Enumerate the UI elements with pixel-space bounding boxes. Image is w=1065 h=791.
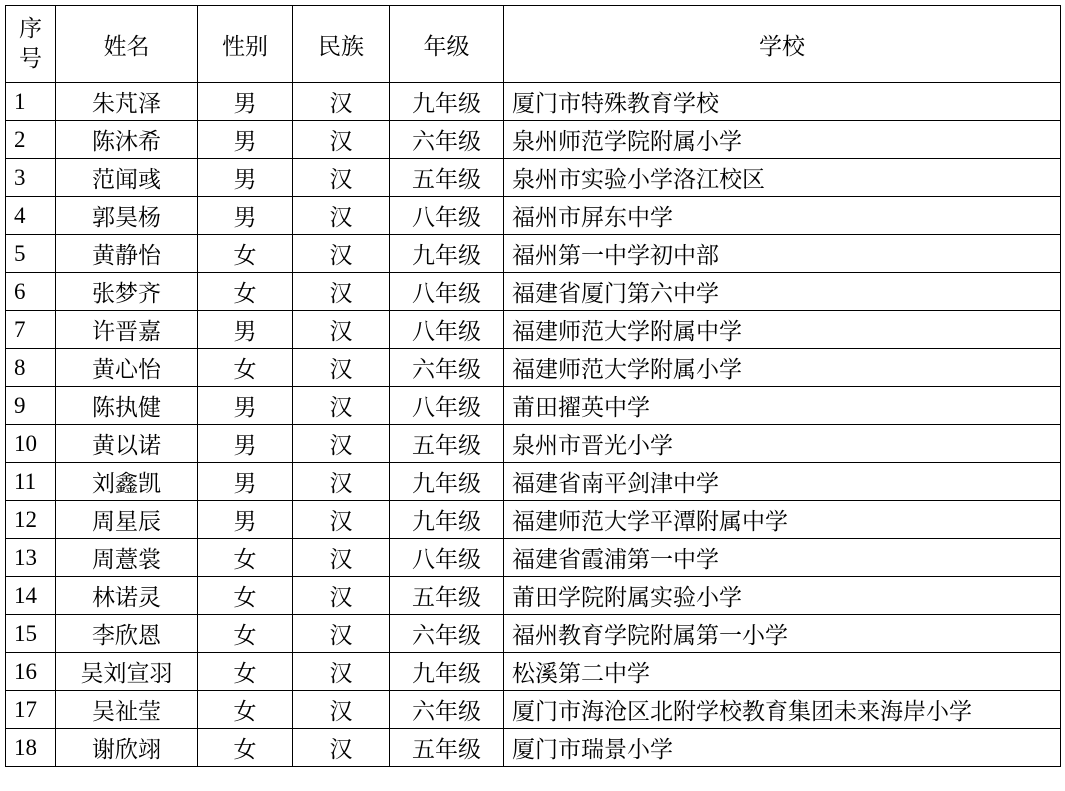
cell-gender: 男: [198, 501, 293, 539]
table-row: [6, 159, 1061, 197]
cell-name: 黄静怡: [56, 235, 198, 273]
table-row: [6, 577, 1061, 615]
cell-gender: 男: [198, 311, 293, 349]
cell-school: 福建师范大学附属中学: [504, 311, 1061, 349]
cell-school: 福州市屏东中学: [504, 197, 1061, 235]
cell-name: 朱芃泽: [56, 83, 198, 121]
cell-name: 周星辰: [56, 501, 198, 539]
header-row: [6, 6, 1061, 83]
cell-school: 福建师范大学附属小学: [504, 349, 1061, 387]
cell-gender: 男: [198, 387, 293, 425]
cell-seq: 8: [6, 349, 56, 387]
cell-school: 福建省厦门第六中学: [504, 273, 1061, 311]
cell-seq: 17: [6, 691, 56, 729]
table-row: [6, 691, 1061, 729]
cell-grade: 八年级: [390, 197, 504, 235]
cell-seq: 16: [6, 653, 56, 691]
header-seq-line1: 序: [19, 16, 42, 42]
cell-ethnicity: 汉: [293, 463, 390, 501]
cell-gender: 男: [198, 83, 293, 121]
cell-school: 莆田学院附属实验小学: [504, 577, 1061, 615]
cell-school: 泉州市实验小学洛江校区: [504, 159, 1061, 197]
cell-name: 周薏裳: [56, 539, 198, 577]
cell-grade: 九年级: [390, 235, 504, 273]
table-row: [6, 653, 1061, 691]
cell-ethnicity: 汉: [293, 197, 390, 235]
cell-ethnicity: 汉: [293, 539, 390, 577]
cell-school: 厦门市海沧区北附学校教育集团未来海岸小学: [504, 691, 1061, 729]
cell-grade: 九年级: [390, 501, 504, 539]
cell-seq: 10: [6, 425, 56, 463]
cell-grade: 五年级: [390, 729, 504, 767]
cell-name: 李欣恩: [56, 615, 198, 653]
cell-seq: 7: [6, 311, 56, 349]
cell-grade: 五年级: [390, 577, 504, 615]
cell-grade: 九年级: [390, 653, 504, 691]
table-row: [6, 235, 1061, 273]
cell-seq: 4: [6, 197, 56, 235]
cell-ethnicity: 汉: [293, 83, 390, 121]
cell-ethnicity: 汉: [293, 349, 390, 387]
header-seq-line2: 号: [19, 46, 42, 72]
header-name: 姓名: [56, 6, 198, 83]
cell-gender: 男: [198, 121, 293, 159]
cell-school: 福建省南平剑津中学: [504, 463, 1061, 501]
cell-seq: 2: [6, 121, 56, 159]
cell-ethnicity: 汉: [293, 235, 390, 273]
header-school: 学校: [504, 6, 1061, 83]
cell-gender: 女: [198, 539, 293, 577]
cell-seq: 3: [6, 159, 56, 197]
cell-ethnicity: 汉: [293, 273, 390, 311]
cell-ethnicity: 汉: [293, 311, 390, 349]
cell-grade: 六年级: [390, 691, 504, 729]
table-row: [6, 729, 1061, 767]
cell-gender: 女: [198, 349, 293, 387]
cell-school: 松溪第二中学: [504, 653, 1061, 691]
cell-ethnicity: 汉: [293, 387, 390, 425]
student-table: [5, 5, 1061, 767]
cell-name: 许晋嘉: [56, 311, 198, 349]
cell-school: 泉州市晋光小学: [504, 425, 1061, 463]
cell-school: 福州第一中学初中部: [504, 235, 1061, 273]
cell-grade: 八年级: [390, 387, 504, 425]
cell-ethnicity: 汉: [293, 159, 390, 197]
cell-seq: 18: [6, 729, 56, 767]
cell-grade: 八年级: [390, 311, 504, 349]
cell-gender: 男: [198, 197, 293, 235]
cell-name: 张梦齐: [56, 273, 198, 311]
table-row: [6, 83, 1061, 121]
cell-school: 福州教育学院附属第一小学: [504, 615, 1061, 653]
cell-grade: 八年级: [390, 539, 504, 577]
cell-gender: 女: [198, 235, 293, 273]
cell-gender: 男: [198, 159, 293, 197]
cell-ethnicity: 汉: [293, 729, 390, 767]
table-row: [6, 463, 1061, 501]
table-row: [6, 539, 1061, 577]
table-row: [6, 273, 1061, 311]
header-ethnicity: 民族: [293, 6, 390, 83]
table-row: [6, 349, 1061, 387]
cell-grade: 九年级: [390, 463, 504, 501]
cell-seq: 12: [6, 501, 56, 539]
cell-name: 吴刘宣羽: [56, 653, 198, 691]
table-row: [6, 501, 1061, 539]
cell-seq: 11: [6, 463, 56, 501]
cell-ethnicity: 汉: [293, 577, 390, 615]
cell-school: 福建省霞浦第一中学: [504, 539, 1061, 577]
cell-grade: 九年级: [390, 83, 504, 121]
cell-gender: 女: [198, 577, 293, 615]
header-gender: 性别: [198, 6, 293, 83]
cell-gender: 男: [198, 463, 293, 501]
header-grade: 年级: [390, 6, 504, 83]
cell-seq: 9: [6, 387, 56, 425]
cell-ethnicity: 汉: [293, 501, 390, 539]
cell-grade: 六年级: [390, 121, 504, 159]
cell-name: 吴祉莹: [56, 691, 198, 729]
table-row: [6, 425, 1061, 463]
cell-school: 厦门市特殊教育学校: [504, 83, 1061, 121]
cell-gender: 男: [198, 425, 293, 463]
cell-name: 郭昊杨: [56, 197, 198, 235]
table-row: [6, 197, 1061, 235]
cell-grade: 六年级: [390, 615, 504, 653]
cell-ethnicity: 汉: [293, 691, 390, 729]
cell-name: 刘鑫凯: [56, 463, 198, 501]
cell-name: 范闻彧: [56, 159, 198, 197]
cell-name: 黄心怡: [56, 349, 198, 387]
cell-school: 厦门市瑞景小学: [504, 729, 1061, 767]
table-row: [6, 387, 1061, 425]
cell-seq: 1: [6, 83, 56, 121]
table-row: [6, 615, 1061, 653]
cell-seq: 6: [6, 273, 56, 311]
table-row: [6, 121, 1061, 159]
cell-gender: 女: [198, 653, 293, 691]
cell-ethnicity: 汉: [293, 615, 390, 653]
cell-name: 陈沐希: [56, 121, 198, 159]
table-row: [6, 311, 1061, 349]
cell-gender: 女: [198, 691, 293, 729]
cell-school: 莆田擢英中学: [504, 387, 1061, 425]
cell-seq: 5: [6, 235, 56, 273]
cell-gender: 女: [198, 615, 293, 653]
cell-ethnicity: 汉: [293, 425, 390, 463]
cell-name: 林诺灵: [56, 577, 198, 615]
header-seq: [6, 6, 56, 83]
cell-gender: 女: [198, 729, 293, 767]
cell-school: 福建师范大学平潭附属中学: [504, 501, 1061, 539]
cell-grade: 八年级: [390, 273, 504, 311]
cell-gender: 女: [198, 273, 293, 311]
cell-seq: 15: [6, 615, 56, 653]
cell-name: 陈执健: [56, 387, 198, 425]
cell-name: 谢欣翊: [56, 729, 198, 767]
cell-name: 黄以诺: [56, 425, 198, 463]
table-body: [6, 83, 1061, 767]
cell-ethnicity: 汉: [293, 121, 390, 159]
cell-ethnicity: 汉: [293, 653, 390, 691]
cell-grade: 五年级: [390, 159, 504, 197]
cell-grade: 六年级: [390, 349, 504, 387]
cell-seq: 13: [6, 539, 56, 577]
cell-school: 泉州师范学院附属小学: [504, 121, 1061, 159]
cell-grade: 五年级: [390, 425, 504, 463]
cell-seq: 14: [6, 577, 56, 615]
